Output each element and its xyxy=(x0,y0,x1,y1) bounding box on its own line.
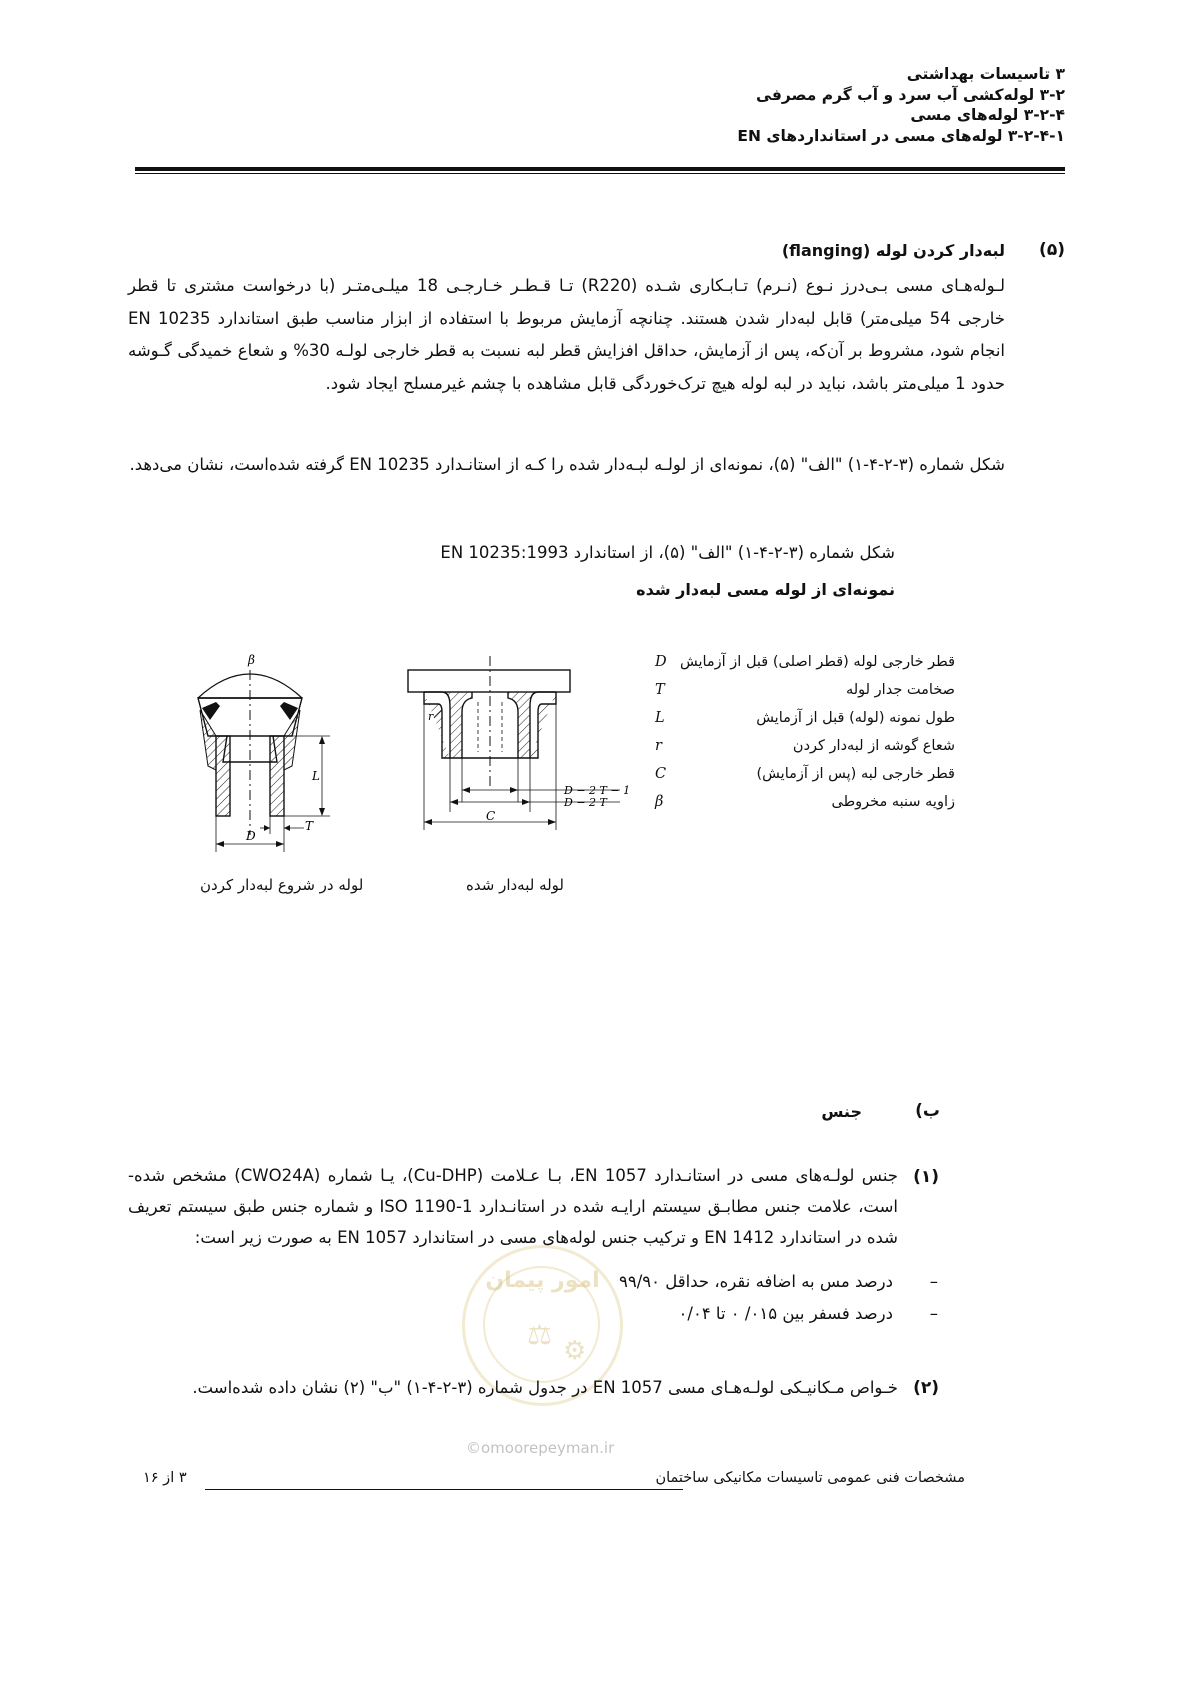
scales-icon: ⚖ xyxy=(527,1318,553,1351)
legend-text: قطر خارجی لبه (پس از آزمایش) xyxy=(756,766,955,782)
legend-text: صخامت جدار لوله xyxy=(845,682,955,698)
legend-item xyxy=(655,766,955,794)
legend-symbol: D xyxy=(655,654,667,670)
legend-symbol: L xyxy=(655,710,665,726)
header-rule-thick xyxy=(135,167,1065,171)
section-b-number: ب) xyxy=(915,1101,940,1121)
item-2-text: خـواص مـکانیـکی لولـه‌هـای مسی EN 1057 در جدول شماره (۳-۲-۴-۱) "ب" (۲) نشان داده شده‌است. xyxy=(192,1378,898,1397)
legend-item xyxy=(655,682,955,710)
header-line-section: ۳-۲ لوله‌کشی آب سرد و آب گرم مصرفی xyxy=(756,85,1065,104)
page-header xyxy=(125,64,1065,146)
copyright-icon: © xyxy=(466,1439,481,1457)
flange-diameter-label: C xyxy=(486,809,496,823)
footer-title: مشخصات فنی عمومی تاسیسات مکانیکی ساختمان xyxy=(655,1470,965,1486)
item-2-number: (۲) xyxy=(913,1378,939,1398)
section-b-heading xyxy=(540,1101,940,1131)
legend-text: طول نمونه (لوله) قبل از آزمایش xyxy=(756,710,955,726)
legend-symbol: r xyxy=(655,738,662,754)
figure-caption: شکل شماره (۳-۲-۴-۱) "الف" (۵)، از استاندارد EN 10235:1993 xyxy=(440,543,895,562)
thickness-label: T xyxy=(305,819,314,833)
tube-before-flanging-label: لوله در شروع لبه‌دار کردن xyxy=(200,876,364,894)
watermark-emblem-text: امور پیمان xyxy=(485,1268,600,1293)
legend-item xyxy=(655,794,955,822)
radius-label: r xyxy=(428,710,434,723)
legend-symbol: β xyxy=(655,794,664,810)
bullet-dash: – xyxy=(929,1304,938,1323)
legend-item xyxy=(655,710,955,738)
legend-symbol: T xyxy=(655,682,665,698)
section-b-title: جنس xyxy=(821,1102,862,1121)
header-line-topic: ۳-۲-۴-۱ لوله‌های مسی در استانداردهای EN xyxy=(737,126,1065,145)
section-5-heading xyxy=(165,240,1065,270)
d-minus-2t-label: D − 2 T xyxy=(564,796,607,809)
bullet-dash: – xyxy=(929,1272,938,1291)
list-item: درصد مس به اضافه نقره، حداقل ۹۹/۹۰ xyxy=(619,1272,893,1291)
watermark-site-text: omoorepeyman.ir xyxy=(481,1439,615,1457)
flanging-drawing xyxy=(180,640,700,900)
legend-text: قطر خارجی لوله (قطر اصلی) قبل از آزمایش xyxy=(679,654,955,670)
section-5-number: (۵) xyxy=(1039,240,1065,260)
figure-reference-paragraph: شکل شماره (۳-۲-۴-۱) "الف" (۵)، نمونه‌ای از لولـه لبـه‌دار شده را کـه از استانـدارد EN 10235 گرفته شده‌است، نشان می‌دهد. xyxy=(129,455,1005,474)
diameter-label: D xyxy=(246,829,256,843)
gear-icon: ⚙ xyxy=(563,1336,587,1366)
legend-text: شعاع گوشه از لبه‌دار کردن xyxy=(792,738,955,754)
item-1-text: جنس لولـه‌های مسی در استانـدارد EN 1057، بـا عـلامت (Cu-DHP)، یـا شماره (CWO24A) مشخص شده-است، علامت جنس مطابـق سیستم ارایـه شده در استانـدارد ISO 1190-1 و شماره جنس طبق سیستم تعریف شده در استاندارد EN 1412 و ترکیب جنس لوله‌های مسی در استاندارد EN 1057 به صورت زیر است: xyxy=(128,1166,899,1247)
legend-symbol: C xyxy=(655,766,667,782)
figure-legend xyxy=(655,654,955,829)
list-item: درصد فسفر بین ۰۱۵/ ۰ تا ۰/۰۴ xyxy=(678,1304,893,1323)
header-line-subsection: ۳-۲-۴ لوله‌های مسی xyxy=(910,106,1065,124)
length-label: L xyxy=(312,769,320,783)
header-line-chapter: ۳ تاسیسات بهداشتی xyxy=(906,65,1065,83)
legend-item xyxy=(655,654,955,682)
beta-label: β xyxy=(248,653,255,667)
tube-after-flanging-label: لوله لبه‌دار شده xyxy=(466,876,564,894)
header-rule-thin xyxy=(135,173,1065,174)
section-5-paragraph: لـوله‌هـای مسی بـی‌درز نـوع (نـرم) تـابـکاری شـده (R220) تـا قـطـر خـارجـی 18 میلـی‌متـر (با درخواست مشتری تا قطر خارجی 54 میلی‌متر) قابل لبه‌دار شدن هستند. چنانچه آزمایش مربوط با استفاده از ابزار مناسب طبق استاندارد EN 10235 انجام شود، مشروط بر آن‌که، پس از آزمایش، حداقل افزایش قطر لبه نسبت به قطر خارجی لولـه 30% و شعاع خمیدگی گـوشه حدود 1 میلی‌متر باشد، نباید در لبه لوله هیچ ترک‌خوردگی قابل مشاهده با چشم غیرمسلح ایجاد شود. xyxy=(128,276,1005,393)
item-1-number: (۱) xyxy=(913,1167,939,1187)
watermark-site xyxy=(466,1439,614,1457)
page-number: ۳ از ۱۶ xyxy=(143,1470,187,1486)
figure-subtitle: نمونه‌ای از لوله مسی لبه‌دار شده xyxy=(636,580,895,599)
legend-item xyxy=(655,738,955,766)
d-minus-2t-minus-1-label: D − 2 T − 1 xyxy=(564,784,631,797)
legend-text: زاویه سنبه مخروطی xyxy=(831,794,955,810)
section-5-title: لبه‌دار کردن لوله (flanging) xyxy=(781,241,1005,260)
composition-list xyxy=(338,1266,938,1336)
footer-rule xyxy=(205,1489,683,1490)
